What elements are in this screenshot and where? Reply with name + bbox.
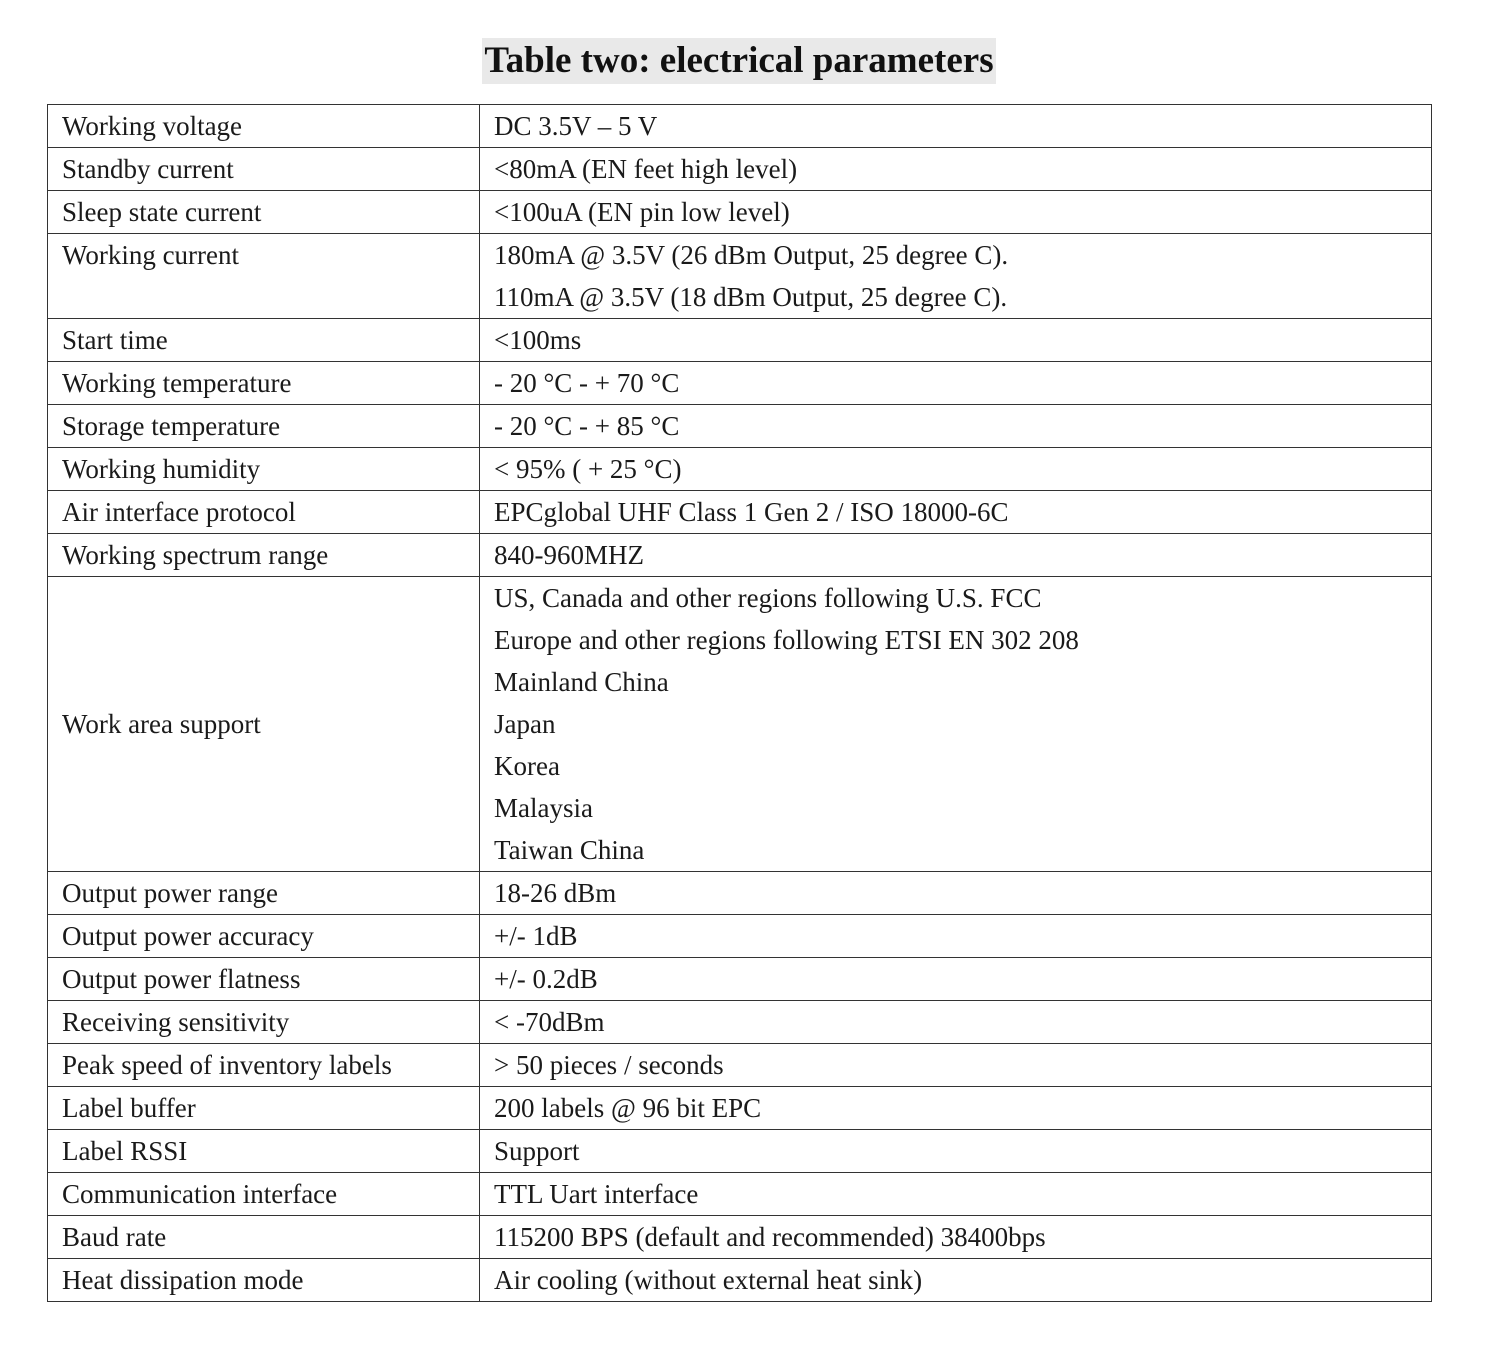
table-row [48, 362, 1432, 405]
parameter-cell [48, 148, 480, 191]
parameter-label: Output power accuracy [62, 921, 314, 951]
value-cell [480, 448, 1432, 491]
table-row [48, 319, 1432, 362]
parameter-cell [48, 1216, 480, 1259]
parameter-label: Communication interface [62, 1179, 338, 1209]
parameter-cell [48, 491, 480, 534]
value-cell [480, 872, 1432, 915]
value-cell [480, 915, 1432, 958]
parameter-label: Start time [62, 325, 168, 355]
parameter-label: Storage temperature [62, 411, 281, 441]
value-text: - 20 °C - + 70 °C [494, 368, 680, 398]
parameter-cell [48, 234, 480, 319]
table-row [48, 448, 1432, 491]
value-cell [480, 1001, 1432, 1044]
value-text: US, Canada and other regions following U.S. FCC [494, 583, 1042, 613]
parameter-label: Standby current [62, 154, 234, 184]
parameter-cell [48, 534, 480, 577]
parameter-label: Heat dissipation mode [62, 1265, 304, 1295]
electrical-parameters-table [47, 104, 1432, 1302]
value-cell [480, 1216, 1432, 1259]
parameter-cell [48, 915, 480, 958]
value-cell [480, 362, 1432, 405]
parameter-cell [48, 448, 480, 491]
parameter-label: Work area support [62, 709, 261, 739]
value-text: 840-960MHZ [494, 540, 644, 570]
value-text: < -70dBm [494, 1007, 605, 1037]
table-row [48, 1216, 1432, 1259]
value-cell [480, 1173, 1432, 1216]
parameter-cell [48, 1130, 480, 1173]
table-row [48, 915, 1432, 958]
table-row [48, 1130, 1432, 1173]
parameter-cell [48, 958, 480, 1001]
value-cell [480, 234, 1432, 319]
value-text: Support [494, 1136, 580, 1166]
title-wrapper [0, 38, 1500, 84]
page-title: Table two: electrical parameters [482, 38, 995, 84]
value-text: < 95% ( + 25 °C) [494, 454, 682, 484]
value-text: EPCglobal UHF Class 1 Gen 2 / ISO 18000-6C [494, 497, 1009, 527]
value-text: Europe and other regions following ETSI EN 302 208 [494, 625, 1079, 655]
value-cell [480, 105, 1432, 148]
value-text: 115200 BPS (default and recommended) 38400bps [494, 1222, 1046, 1252]
value-text: Korea [494, 751, 560, 781]
parameter-label: Working current [62, 240, 240, 270]
value-text: - 20 °C - + 85 °C [494, 411, 680, 441]
table-row [48, 1044, 1432, 1087]
table-row [48, 1173, 1432, 1216]
table-row [48, 1259, 1432, 1302]
value-cell [480, 1259, 1432, 1302]
parameter-label: Sleep state current [62, 197, 262, 227]
table-row [48, 491, 1432, 534]
value-cell [480, 148, 1432, 191]
value-cell [480, 405, 1432, 448]
parameter-label: Working spectrum range [62, 540, 329, 570]
parameter-label: Peak speed of inventory labels [62, 1050, 392, 1080]
parameter-cell [48, 1259, 480, 1302]
parameter-label: Label RSSI [62, 1136, 188, 1166]
parameter-cell [48, 105, 480, 148]
table-row [48, 534, 1432, 577]
parameter-cell [48, 577, 480, 872]
value-cell [480, 319, 1432, 362]
parameter-label: Working humidity [62, 454, 261, 484]
value-text: 18-26 dBm [494, 878, 617, 908]
table-row [48, 405, 1432, 448]
parameter-label: Baud rate [62, 1222, 167, 1252]
table-row [48, 958, 1432, 1001]
value-text: 110mA @ 3.5V (18 dBm Output, 25 degree C). [494, 282, 1008, 312]
value-cell [480, 577, 1432, 872]
table-row [48, 191, 1432, 234]
parameter-cell [48, 1044, 480, 1087]
value-text: <100uA (EN pin low level) [494, 197, 790, 227]
parameter-cell [48, 319, 480, 362]
parameter-cell [48, 191, 480, 234]
value-text: Taiwan China [494, 835, 645, 865]
table-row [48, 1001, 1432, 1044]
value-cell [480, 958, 1432, 1001]
value-cell [480, 191, 1432, 234]
value-text: > 50 pieces / seconds [494, 1050, 724, 1080]
value-text: DC 3.5V – 5 V [494, 111, 658, 141]
parameter-label: Working voltage [62, 111, 243, 141]
parameter-label: Working temperature [62, 368, 292, 398]
parameter-label: Label buffer [62, 1093, 196, 1123]
table-row [48, 577, 1432, 872]
parameter-cell [48, 1087, 480, 1130]
value-text: +/- 0.2dB [494, 964, 598, 994]
value-text: Mainland China [494, 667, 669, 697]
value-text: <100ms [494, 325, 582, 355]
value-text: TTL Uart interface [494, 1179, 699, 1209]
table-row [48, 872, 1432, 915]
value-cell [480, 534, 1432, 577]
parameter-cell [48, 1001, 480, 1044]
parameter-label: Receiving sensitivity [62, 1007, 290, 1037]
parameter-label: Air interface protocol [62, 497, 296, 527]
value-cell [480, 1130, 1432, 1173]
value-text: 180mA @ 3.5V (26 dBm Output, 25 degree C). [494, 240, 1009, 270]
parameter-cell [48, 405, 480, 448]
value-text: Japan [494, 709, 556, 739]
parameter-cell [48, 362, 480, 405]
parameter-cell [48, 872, 480, 915]
parameter-label: Output power flatness [62, 964, 301, 994]
value-cell [480, 1044, 1432, 1087]
value-text: Malaysia [494, 793, 593, 823]
value-cell [480, 491, 1432, 534]
value-cell [480, 1087, 1432, 1130]
table-body [48, 105, 1432, 1302]
value-text: <80mA (EN feet high level) [494, 154, 798, 184]
table-row [48, 105, 1432, 148]
value-text: 200 labels @ 96 bit EPC [494, 1093, 762, 1123]
parameter-label: Output power range [62, 878, 278, 908]
table-row [48, 148, 1432, 191]
parameter-cell [48, 1173, 480, 1216]
table-row [48, 1087, 1432, 1130]
table-row [48, 234, 1432, 319]
value-text: Air cooling (without external heat sink) [494, 1265, 923, 1295]
value-text: +/- 1dB [494, 921, 578, 951]
